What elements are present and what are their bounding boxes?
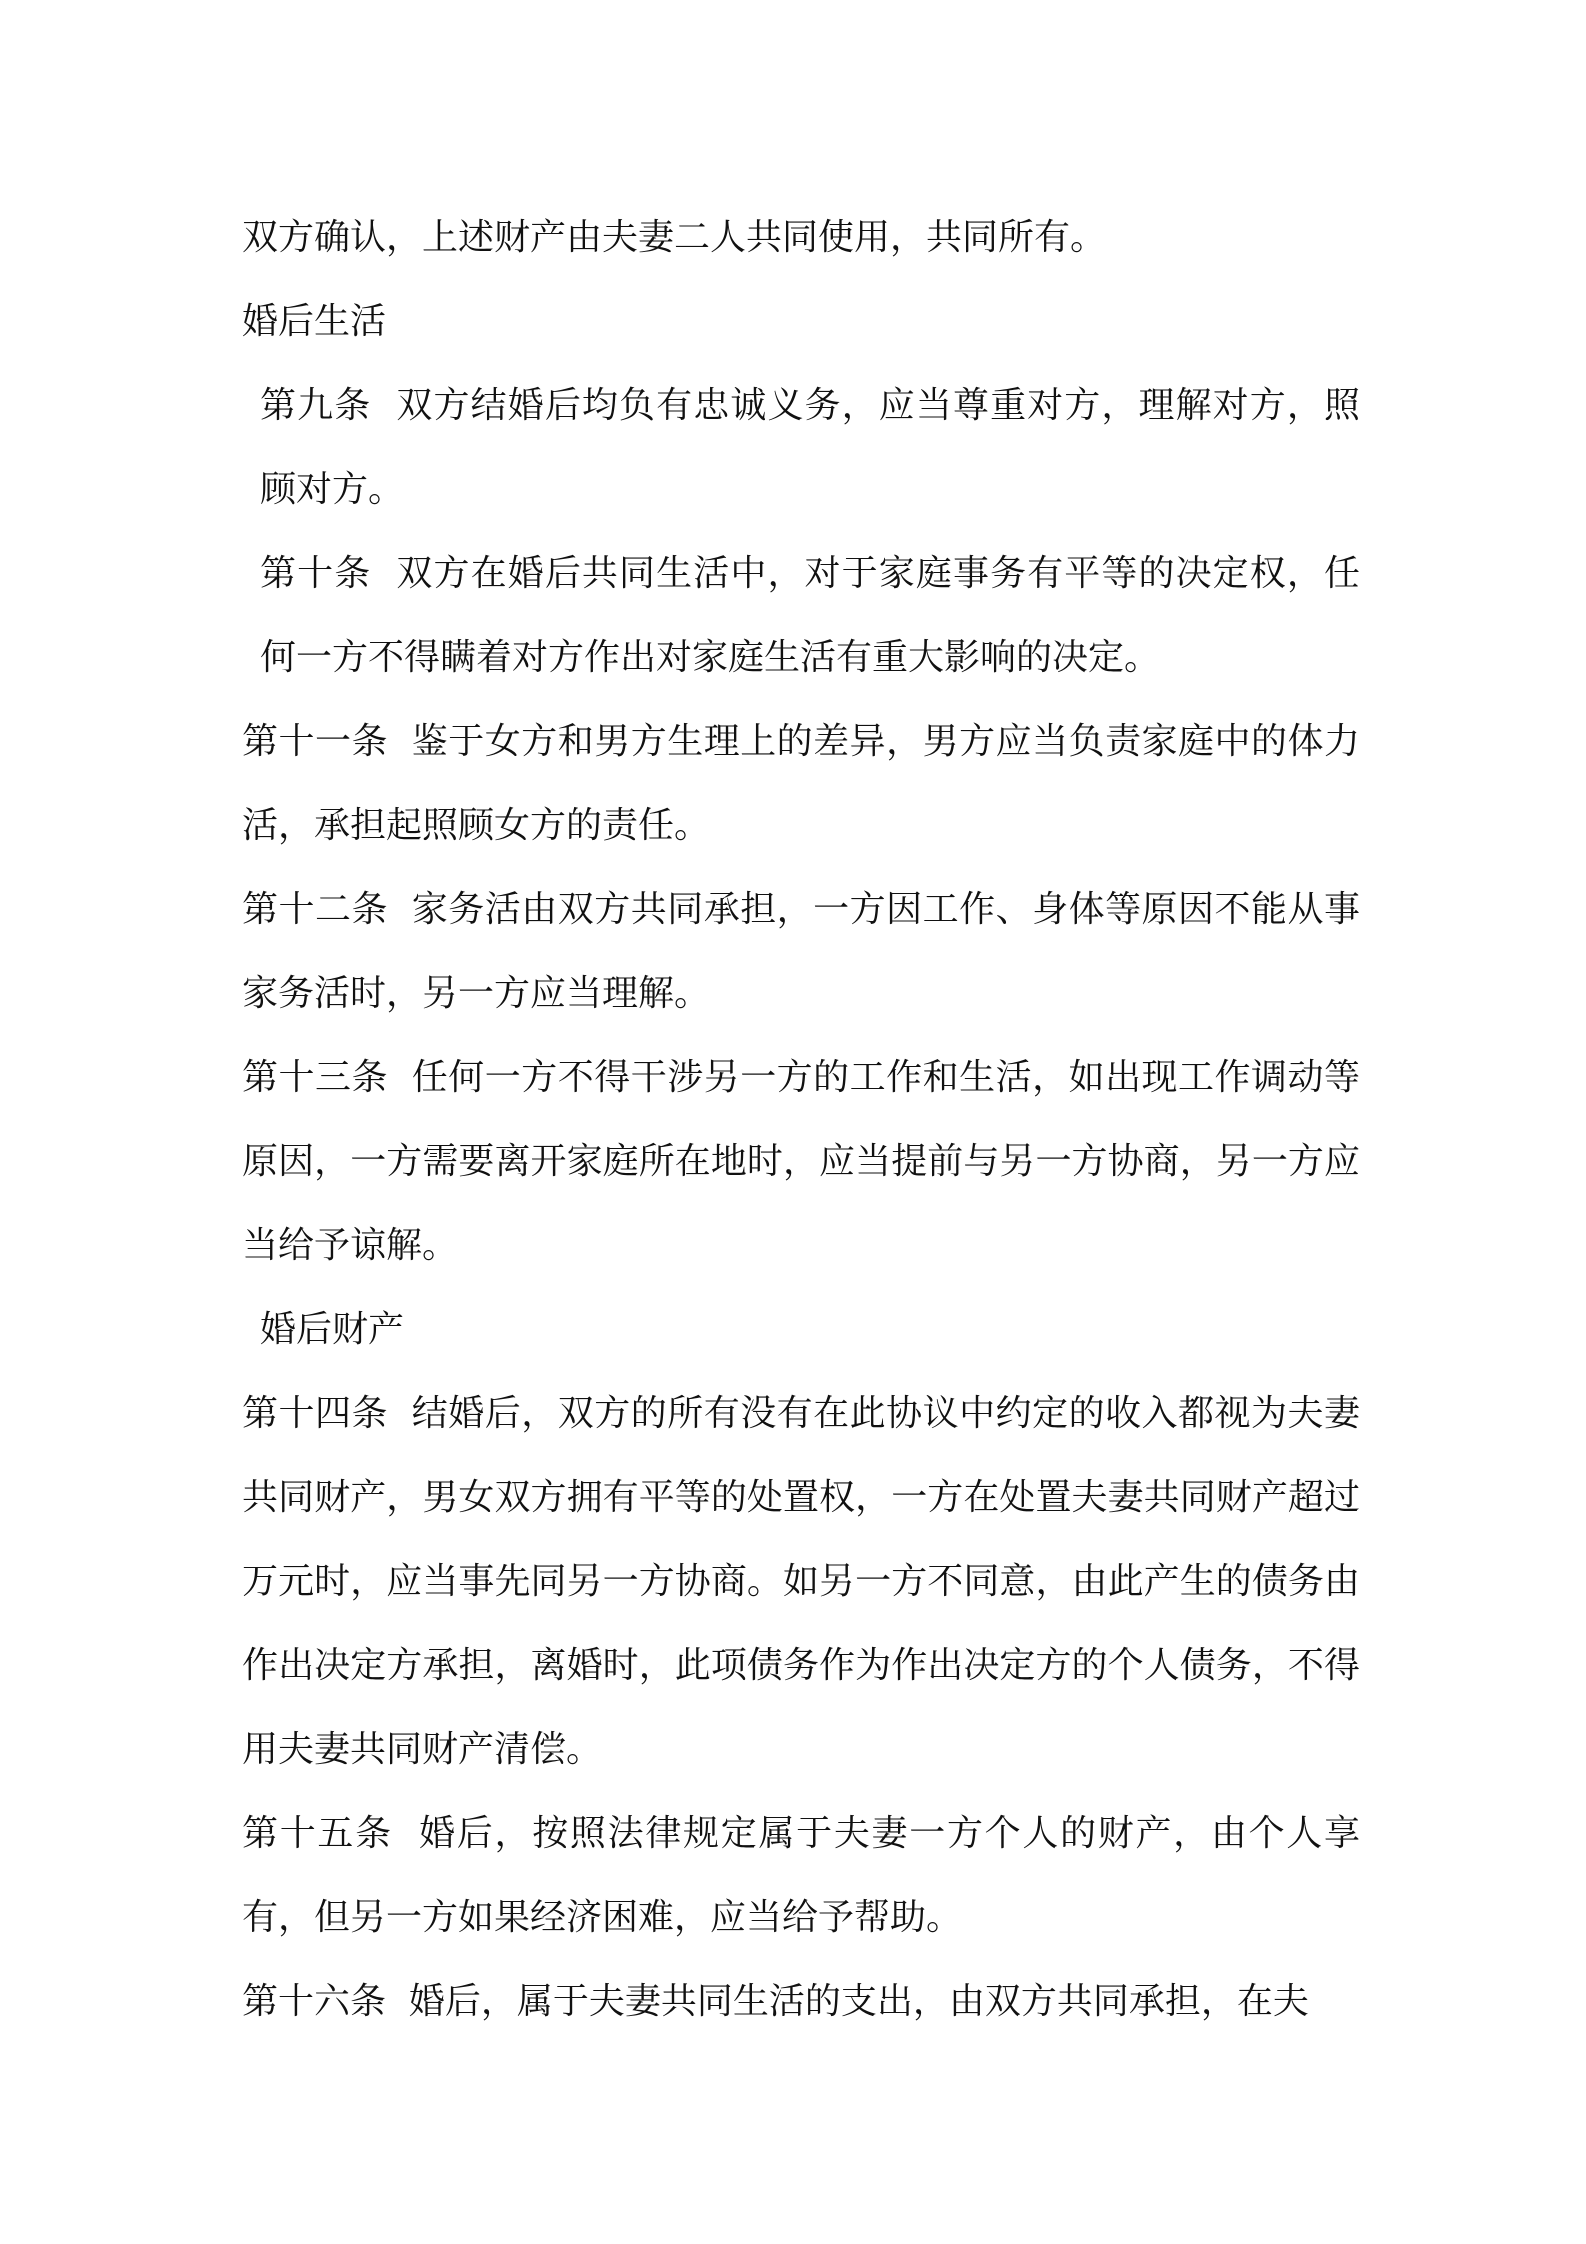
article-9: 第九条 双方结婚后均负有忠诚义务，应当尊重对方，理解对方，照顾对方。 xyxy=(260,385,1360,510)
section-heading-married-property: 婚后财产 xyxy=(260,1309,405,1350)
article-12: 第十二条 家务活由双方共同承担，一方因工作、身体等原因不能从事家务活时，另一方应当理解。 xyxy=(242,889,1360,1014)
intro-paragraph: 双方确认，上述财产由夫妻二人共同使用，共同所有。 xyxy=(242,217,1107,258)
article-10: 第十条 双方在婚后共同生活中，对于家庭事务有平等的决定权，任何一方不得瞒着对方作出对家庭生活有重大影响的决定。 xyxy=(260,553,1360,678)
article-16: 第十六条 婚后，属于夫妻共同生活的支出，由双方共同承担，在夫 xyxy=(242,1981,1309,2022)
document-body xyxy=(242,196,1372,2044)
section-heading-married-life: 婚后生活 xyxy=(242,301,387,342)
article-13: 第十三条 任何一方不得干涉另一方的工作和生活，如出现工作调动等原因，一方需要离开家庭所在地时，应当提前与另一方协商，另一方应当给予谅解。 xyxy=(242,1057,1360,1266)
article-11: 第十一条 鉴于女方和男方生理上的差异，男方应当负责家庭中的体力活，承担起照顾女方的责任。 xyxy=(242,721,1360,846)
article-15: 第十五条 婚后，按照法律规定属于夫妻一方个人的财产，由个人享有，但另一方如果经济困难，应当给予帮助。 xyxy=(242,1813,1360,1938)
article-14: 第十四条 结婚后，双方的所有没有在此协议中约定的收入都视为夫妻共同财产，男女双方拥有平等的处置权，一方在处置夫妻共同财产超过 万元时，应当事先同另一方协商。如另一方不同意，由此产生的债务由作出决定方承担，离婚时，此项债务作为作出决定方的个人债务，不得用夫妻共同财产清偿。 xyxy=(242,1393,1372,1770)
